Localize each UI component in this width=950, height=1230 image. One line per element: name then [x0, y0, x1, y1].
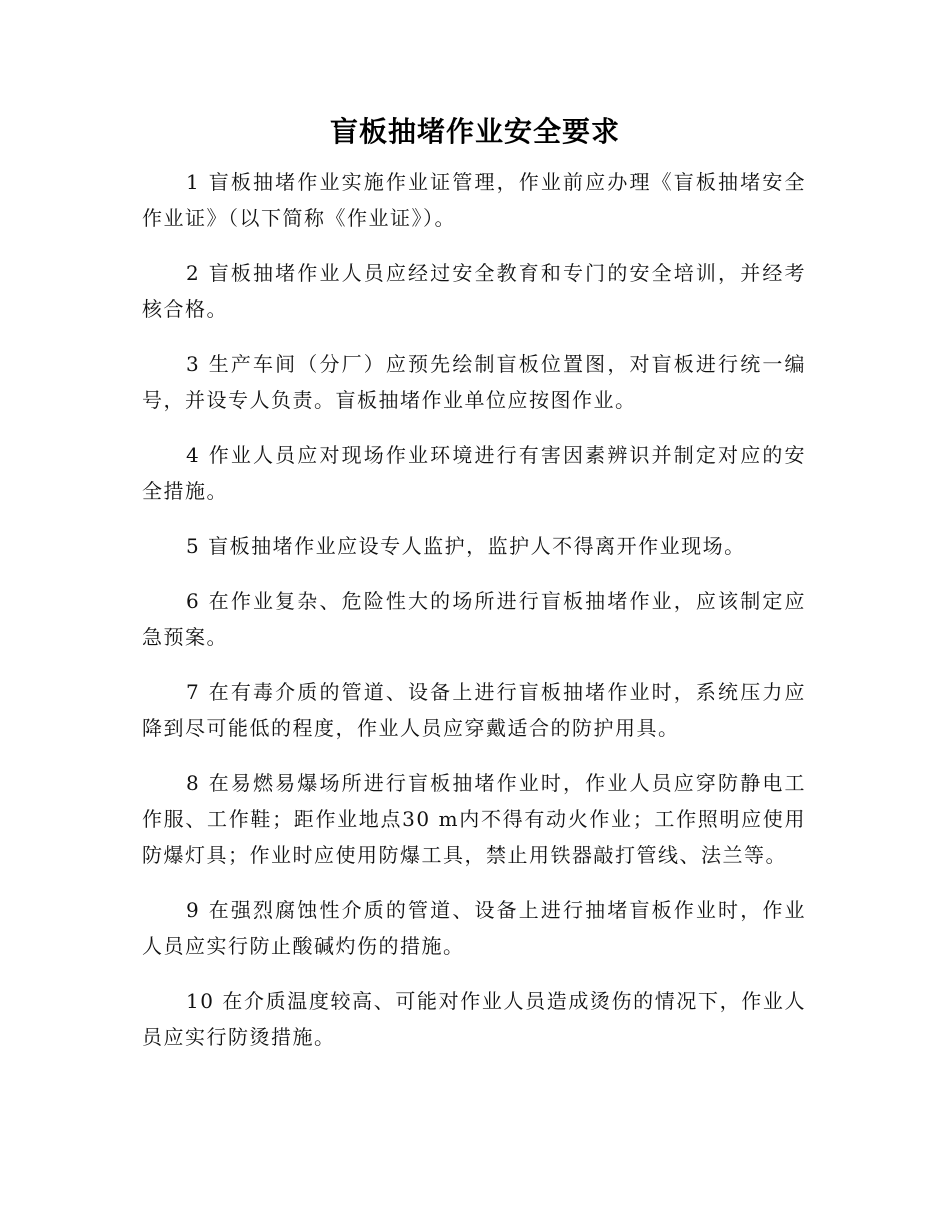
- page-title: 盲板抽堵作业安全要求: [329, 115, 620, 148]
- paragraph-9: 9 在强烈腐蚀性介质的管道、设备上进行抽堵盲板作业时，作业人员应实行防止酸碱灼伤的措施。: [142, 898, 806, 958]
- paragraph-8: 8 在易燃易爆场所进行盲板抽堵作业时，作业人员应穿防静电工作服、工作鞋；距作业地点30 m内不得有动火作业；工作照明应使用防爆灯具；作业时应使用防爆工具，禁止用铁器敲打管线、法兰等。: [142, 771, 806, 867]
- paragraph-5: 5 盲板抽堵作业应设专人监护，监护人不得离开作业现场。: [186, 534, 746, 558]
- paragraph-3: 3 生产车间（分厂）应预先绘制盲板位置图，对盲板进行统一编号，并设专人负责。盲板抽堵作业单位应按图作业。: [142, 352, 806, 412]
- paragraph-10: 10 在介质温度较高、可能对作业人员造成烫伤的情况下，作业人员应实行防烫措施。: [142, 989, 806, 1049]
- paragraph-1: 1 盲板抽堵作业实施作业证管理，作业前应办理《盲板抽堵安全作业证》（以下简称《作业证》）。: [142, 170, 806, 230]
- paragraph-2: 2 盲板抽堵作业人员应经过安全教育和专门的安全培训，并经考核合格。: [142, 261, 806, 321]
- paragraph-6: 6 在作业复杂、危险性大的场所进行盲板抽堵作业，应该制定应急预案。: [142, 589, 806, 649]
- paragraph-7: 7 在有毒介质的管道、设备上进行盲板抽堵作业时，系统压力应降到尽可能低的程度，作业人员应穿戴适合的防护用具。: [142, 680, 806, 740]
- paragraph-4: 4 作业人员应对现场作业环境进行有害因素辨识并制定对应的安全措施。: [142, 443, 806, 503]
- document-body: [142, 164, 806, 1074]
